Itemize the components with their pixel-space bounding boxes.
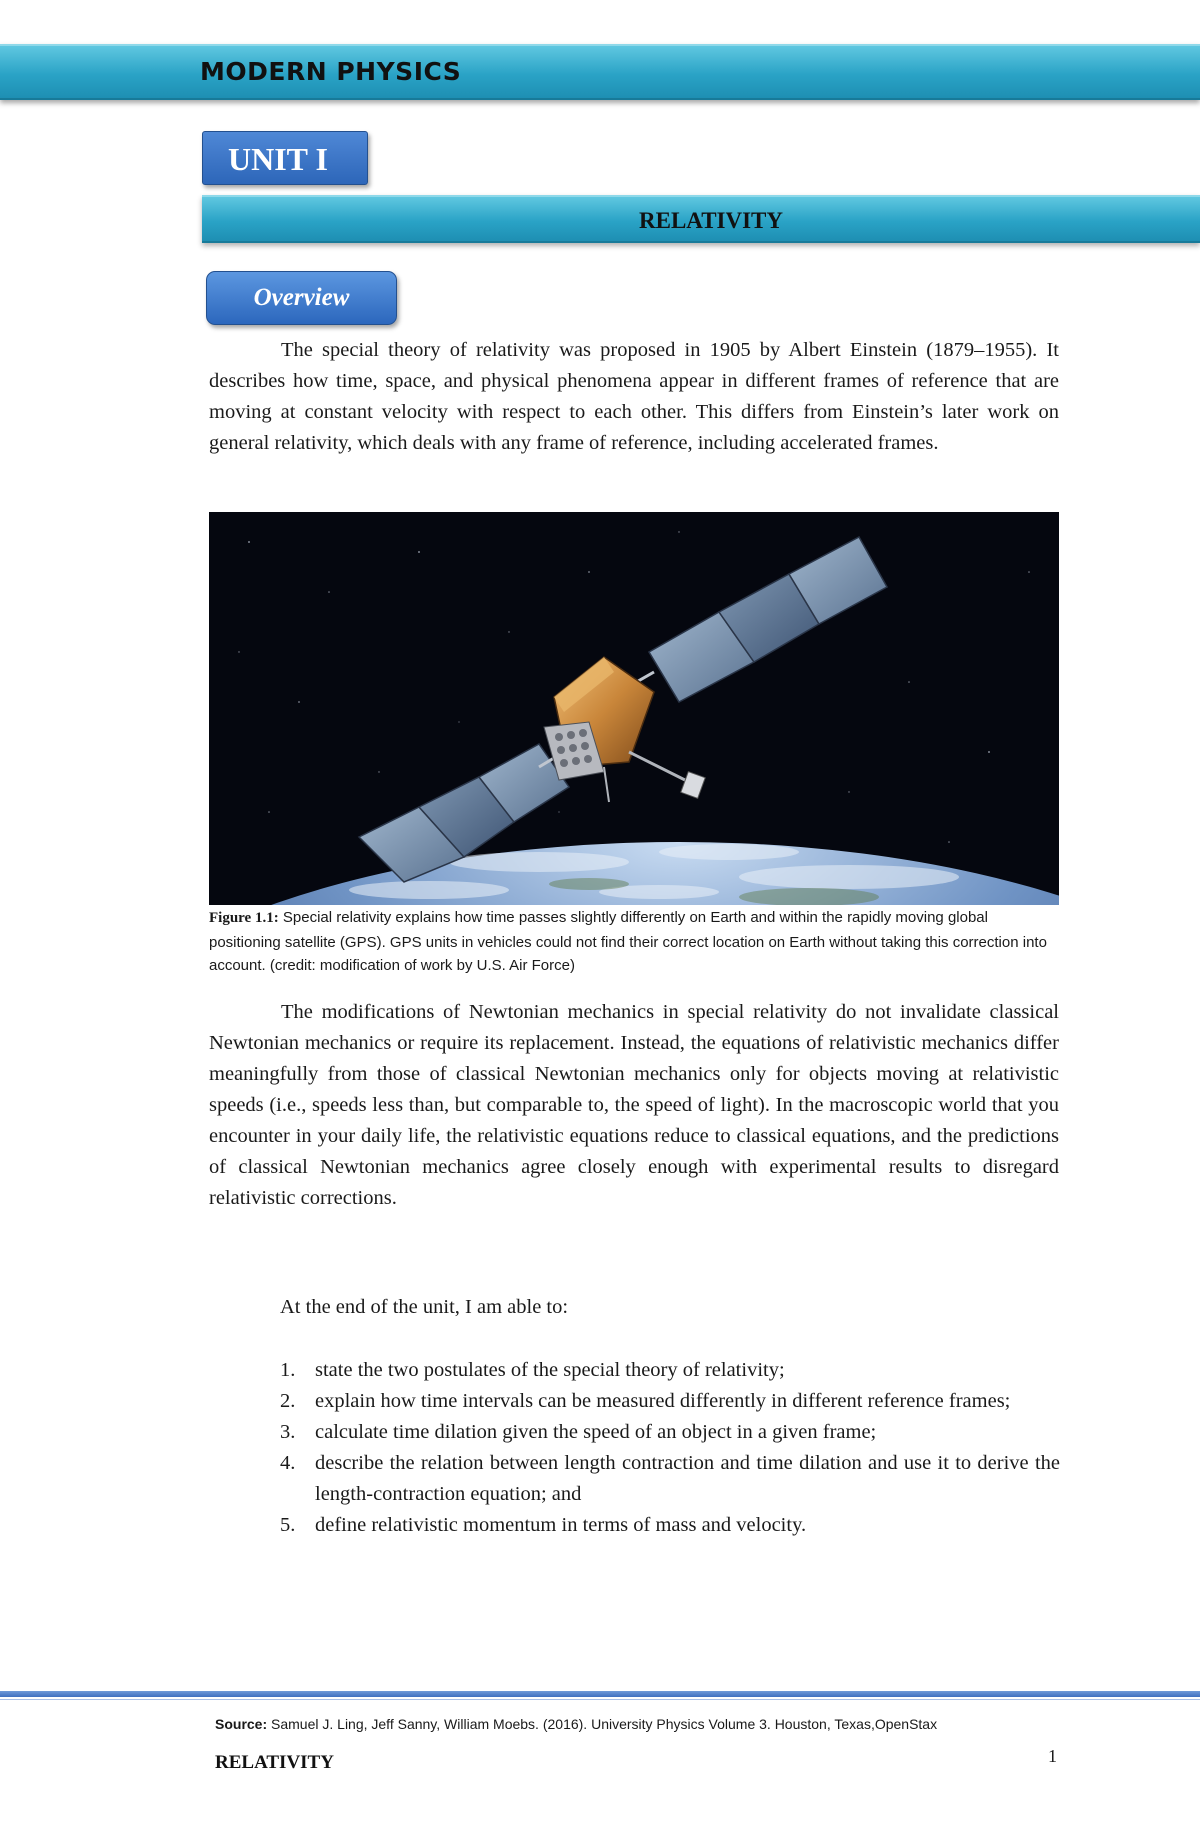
book-title: MODERN PHYSICS xyxy=(200,57,462,86)
list-item: 1. state the two postulates of the special theory of relativity; xyxy=(280,1359,785,1381)
objectives-list xyxy=(280,1355,1060,1541)
list-item: 2. explain how time intervals can be measured differently in different reference frames; xyxy=(280,1390,1011,1412)
overview-paragraph-2 xyxy=(209,997,1059,1214)
overview-paragraph-1 xyxy=(209,335,1059,459)
footer-rule xyxy=(0,1691,1200,1697)
page-number: 1 xyxy=(1048,1746,1057,1766)
unit-label: UNIT I xyxy=(202,131,368,185)
objectives-intro: At the end of the unit, I am able to: xyxy=(280,1296,569,1318)
list-item: 5. define relativistic momentum in terms of mass and velocity. xyxy=(280,1514,807,1536)
figure-label: Figure 1.1: xyxy=(209,910,279,926)
source-label: Source: xyxy=(215,1716,268,1732)
footer-rule-thin xyxy=(0,1699,1200,1700)
gps-satellite-figure xyxy=(209,512,1059,905)
list-item: 3. calculate time dilation given the speed of an object in a given frame; xyxy=(280,1421,877,1443)
source-text: Samuel J. Ling, Jeff Sanny, William Moebs. (2016). University Physics Volume 3. Houston, Texas,OpenStax xyxy=(267,1716,938,1732)
gps-satellite-illustration xyxy=(209,512,1059,905)
figure-caption xyxy=(209,906,1059,978)
overview-paragraph-2-text: The modifications of Newtonian mechanics in special relativity do not invalidate classical Newtonian mechanics or require its replacement. Instead, the equations of relativistic mechanics differ meaningfully from those of classical Newtonian mechanics only for objects moving at relativistic speeds (i.e., speeds less than, but comparable to, the speed of light). In the macroscopic world that you encounter in your daily life, the relativistic equations reduce to classical equations, and the predictions of classical Newtonian mechanics agree closely enough with experimental results to disregard relativistic corrections. xyxy=(209,1001,1059,1209)
running-footer-title: RELATIVITY xyxy=(215,1752,334,1773)
header-banner xyxy=(0,44,1200,100)
source-citation xyxy=(215,1716,937,1732)
unit-title: RELATIVITY xyxy=(202,195,1200,243)
list-item: 4. describe the relation between length contraction and time dilation and use it to derive the length-contraction equation; and xyxy=(280,1452,1060,1505)
figure-caption-text: Special relativity explains how time passes slightly differently on Earth and within the rapidly moving global positioning satellite (GPS). GPS units in vehicles could not find their correct location on Earth without taking this correction into account. (credit: modification of work by U.S. Air Force) xyxy=(209,909,1047,974)
overview-paragraph-1-text: The special theory of relativity was proposed in 1905 by Albert Einstein (1879–1955). It describes how time, space, and physical phenomena appear in different frames of reference that are moving at constant velocity with respect to each other. This differs from Einstein’s later work on general relativity, which deals with any frame of reference, including accelerated frames. xyxy=(209,339,1059,454)
overview-section-heading: Overview xyxy=(206,271,397,325)
